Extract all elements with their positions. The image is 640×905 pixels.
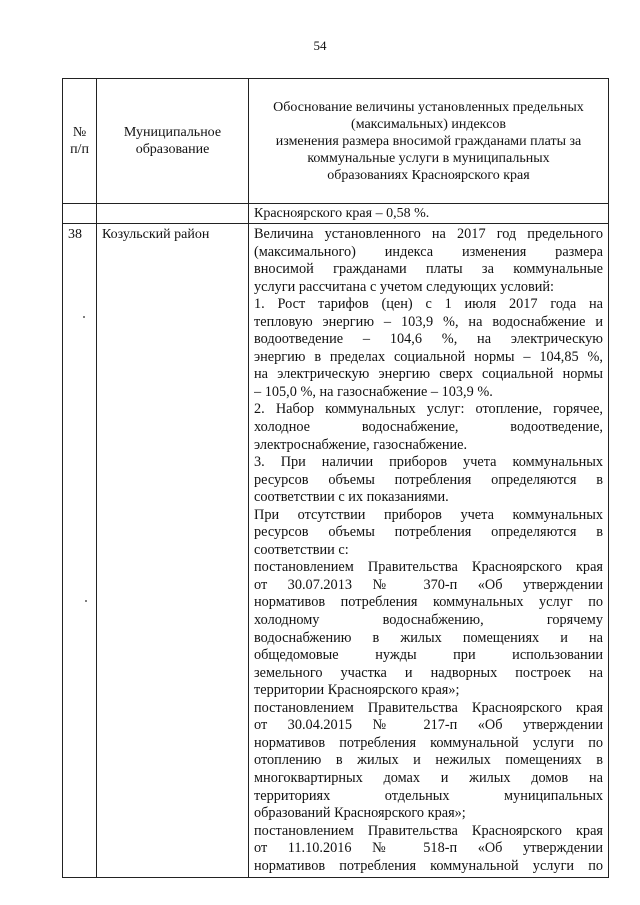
- justification-line: услуги рассчитана с учетом следующих условий:: [254, 278, 555, 295]
- row-number: 38: [63, 224, 97, 878]
- row-municipality: Козульский район: [97, 224, 249, 878]
- header-justification-line: (максимальных) индексов: [351, 116, 506, 132]
- justification-line: нормативов потребления коммунальной услуги по: [254, 857, 603, 874]
- justification-text: [254, 226, 603, 875]
- header-municipality-line: Муниципальное: [123, 125, 222, 140]
- scan-mark: [83, 316, 85, 318]
- justification-line: ресурсов объемы потребления определяются в: [254, 471, 603, 488]
- justification-line: 2. Набор коммунальных услуг: отопление, горячее,: [254, 401, 603, 418]
- table-header-row: [63, 79, 609, 204]
- justification-line: от 11.10.2016 № 518-п «Об утверждении: [254, 840, 603, 857]
- justification-line: холодному водоснабжению, горячему: [254, 612, 603, 629]
- header-num-line: п/п: [70, 142, 89, 157]
- continuation-row: [63, 204, 609, 224]
- justification-line: электроснабжение, газоснабжение.: [254, 436, 468, 453]
- justification-line: ресурсов объемы потребления определяются в: [254, 524, 603, 541]
- header-municipality-line: образование: [135, 142, 210, 157]
- justification-line: (максимального) индекса изменения размера: [254, 243, 603, 260]
- index-justification-table: [62, 78, 609, 878]
- justification-line: водоснабжению в жилых помещениях и на: [254, 629, 603, 646]
- header-num: [63, 79, 97, 204]
- justification-line: При отсутствии приборов учета коммунальных: [254, 506, 603, 523]
- header-justification-line: коммунальные услуги в муниципальных: [307, 150, 550, 166]
- justification-line: территории Красноярского края»;: [254, 682, 460, 699]
- justification-line: отоплению в жилых и нежилых помещениях в: [254, 752, 603, 769]
- justification-line: многоквартирных домах и жилых домов на: [254, 769, 603, 786]
- justification-line: соответствии с:: [254, 541, 349, 558]
- header-justification-line: изменения размера вносимой гражданами платы за: [275, 133, 582, 149]
- justification-line: холодное водоснабжение, водоотведение,: [254, 419, 603, 436]
- continuation-municipality-cell: [97, 204, 249, 224]
- continuation-text: Красноярского края – 0,58 %.: [249, 204, 609, 224]
- row-justification: [249, 224, 609, 878]
- justification-line: на электрическую энергию сверх социальной нормы: [254, 366, 603, 383]
- justification-line: нормативов потребления коммунальных услуг по: [254, 594, 603, 611]
- justification-line: территориях отдельных муниципальных: [254, 787, 603, 804]
- justification-line: водоотведение – 104,6 %, на электрическую: [254, 331, 603, 348]
- justification-line: нормативов потребления коммунальной услуги по: [254, 734, 603, 751]
- justification-line: постановлением Правительства Красноярского края: [254, 699, 603, 716]
- justification-line: земельного участка и надворных построек на: [254, 664, 603, 681]
- justification-line: от 30.07.2013 № 370-п «Об утверждении: [254, 576, 603, 593]
- table-row: [63, 224, 609, 878]
- justification-line: образований Красноярского края»;: [254, 805, 466, 822]
- header-num-line: №: [72, 125, 87, 140]
- justification-line: постановлением Правительства Красноярского края: [254, 822, 603, 839]
- justification-line: – 105,0 %, на газоснабжение – 103,9 %.: [254, 383, 493, 400]
- justification-line: Величина установленного на 2017 год предельного: [254, 226, 603, 242]
- justification-line: общедомовые нужды при использовании: [254, 647, 603, 664]
- justification-line: энергию в пределах социальной нормы – 104,85 %,: [254, 348, 603, 365]
- justification-line: 3. При наличии приборов учета коммунальных: [254, 454, 603, 471]
- scan-mark: [85, 600, 87, 602]
- justification-line: соответствии с их показаниями.: [254, 489, 449, 506]
- justification-line: постановлением Правительства Красноярского края: [254, 559, 603, 576]
- justification-line: тепловую энергию – 103,9 %, на водоснабжение и: [254, 313, 603, 330]
- page-number: 54: [313, 38, 327, 53]
- justification-line: 1. Рост тарифов (цен) с 1 июля 2017 года на: [254, 296, 603, 313]
- header-justification: [249, 79, 609, 204]
- justification-line: вносимой гражданами платы за коммунальные: [254, 261, 603, 278]
- header-municipality: [97, 79, 249, 204]
- header-justification-line: образованиях Красноярского края: [327, 167, 530, 183]
- continuation-num-cell: [63, 204, 97, 224]
- header-justification-line: Обоснование величины установленных предельных: [273, 99, 584, 115]
- justification-line: от 30.04.2015 № 217-п «Об утверждении: [254, 717, 603, 734]
